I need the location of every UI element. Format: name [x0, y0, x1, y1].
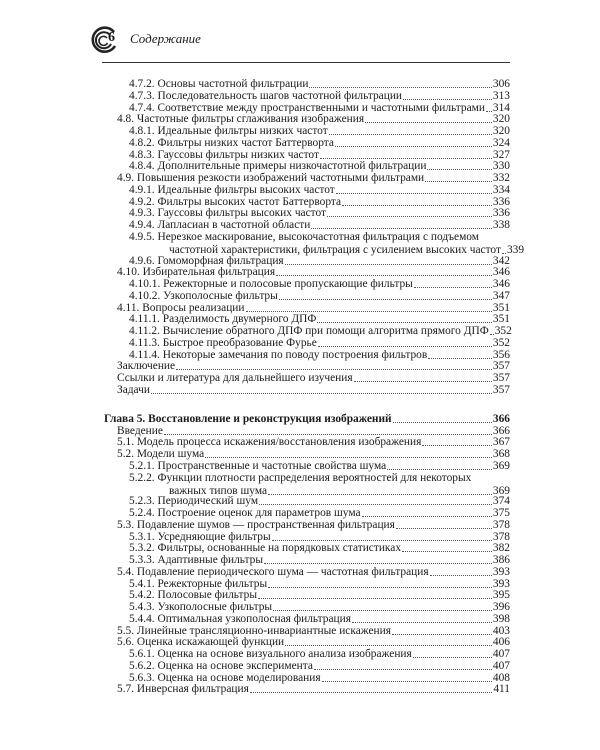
- page-header: [88, 26, 548, 62]
- toc-entry[interactable]: 4.9.5. Нерезкое маскирование, высокочастотная фильтрация с подъемом частотной характеристики, фильтрация с усилением высоких частот 339: [129, 230, 525, 256]
- running-title: Содержание: [130, 31, 201, 46]
- page-number: 6: [108, 30, 115, 45]
- header-rule: [102, 62, 510, 63]
- toc-entry[interactable]: 5.2.2. Функции плотности распределения вероятностей для некоторых важных типов шума 369: [129, 471, 510, 497]
